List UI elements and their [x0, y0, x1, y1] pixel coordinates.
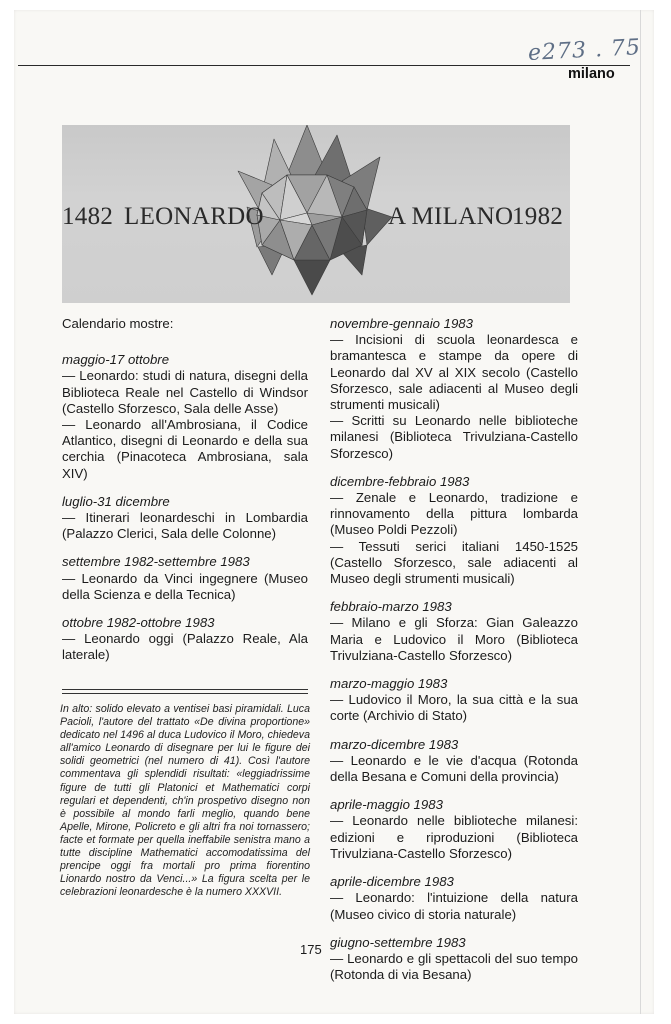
event-item: — Scritti su Leonardo nelle biblioteche milanesi (Biblioteca Trivulziana-Castello Sforzesco)	[330, 413, 578, 461]
event-item: — Leonardo e le vie d'acqua (Rotonda della Besana e Comuni della provincia)	[330, 752, 578, 785]
event-item: — Ludovico il Moro, la sua città e la sua corte (Archivio di Stato)	[330, 692, 578, 724]
event-item: — Leonardo all'Ambrosiana, il Codice Atlantico, disegni di Leonardo e della sua cerchia (Pinacoteca Ambrosiana, sala XIV)	[62, 417, 308, 481]
event-date: aprile-maggio 1983	[330, 797, 443, 813]
section-label: milano	[568, 66, 615, 82]
event-date: novembre-gennaio 1983	[330, 316, 473, 331]
banner-title-right: A MILANO	[388, 203, 514, 230]
handwritten-reference: e273 . 75	[527, 35, 642, 66]
event-block	[330, 599, 578, 664]
event-item: — Zenale e Leonardo, tradizione e rinnovamento della pittura lombarda (Museo Poldi Pezzoli)	[330, 490, 578, 538]
event-date: settembre 1982-settembre 1983	[62, 554, 250, 570]
event-item: — Leonardo da Vinci ingegnere (Museo della Scienza e della Tecnica)	[62, 570, 308, 602]
header-rule	[18, 65, 630, 66]
event-item: — Leonardo: l'intuizione della natura (Museo civico di storia naturale)	[330, 890, 578, 922]
event-item: — Leonardo oggi (Palazzo Reale, Ala laterale)	[62, 631, 308, 663]
banner-title-left: LEONARDO	[124, 203, 264, 230]
event-item: — Incisioni di scuola leonardesca e bramantesca e stampe da opere di Leonardo dal XV al XIX secolo (Castello Sforzesco, sale adiacenti al Museo degli strumenti musicali)	[330, 332, 578, 413]
event-item: — Tessuti serici italiani 1450-1525 (Castello Sforzesco, sale adiacenti al Museo degli strumenti musicali)	[330, 538, 578, 587]
banner-year-end: 1982	[512, 203, 564, 230]
event-item: — Itinerari leonardeschi in Lombardia (Palazzo Clerici, Sala delle Colonne)	[62, 510, 308, 542]
event-item: — Milano e gli Sforza: Gian Galeazzo Maria e Ludovico il Moro (Biblioteca Trivulziana-Castello Sforzesco)	[330, 615, 578, 663]
event-block	[62, 554, 308, 603]
event-date: marzo-dicembre 1983	[330, 736, 459, 752]
caption-rule-bottom	[62, 693, 308, 694]
event-block	[62, 615, 308, 664]
left-column	[62, 316, 308, 676]
event-block	[330, 676, 578, 725]
event-block	[330, 316, 578, 462]
event-date: dicembre-febbraio 1983	[330, 473, 470, 489]
banner-year-start: 1482	[62, 203, 114, 230]
page-edge	[640, 10, 641, 1014]
caption-rule-top	[62, 689, 308, 690]
event-block	[62, 352, 308, 482]
right-event-list	[330, 316, 578, 983]
event-date: ottobre 1982-ottobre 1983	[62, 615, 215, 631]
event-block	[330, 474, 578, 587]
event-item: — Leonardo: studi di natura, disegni della Biblioteca Reale nel Castello di Windsor (Castello Sforzesco, Sala delle Asse)	[62, 368, 308, 416]
page-number: 175	[300, 942, 322, 957]
event-block	[62, 494, 308, 543]
event-item: — Leonardo nelle biblioteche milanesi: edizioni e riproduzioni (Biblioteca Trivulziana-Castello Sforzesco)	[330, 813, 578, 861]
event-block	[330, 935, 578, 984]
left-event-list	[62, 352, 308, 663]
exhibition-banner	[62, 125, 570, 303]
event-date: giugno-settembre 1983	[330, 934, 466, 950]
event-item: — Leonardo e gli spettacoli del suo tempo (Rotonda di via Besana)	[330, 950, 578, 983]
figure-caption: In alto: solido elevato a ventisei basi piramidali. Luca Pacioli, l'autore del trattato «De divina proportione» dedicato nel 1496 al duca Ludovico il Moro, chiedeva all'amico Leonardo di disegnare per lui le figure dei solidi geometrici (nel numero di 41). Così l'autore commentava gli splendidi risultati: «leggiadrissime figure de tutti gli Platonici et Mathematici corpi regulari et dependenti, ch'in prospetivo disegno non è possibile al mondo farli meglio, quando bene Apelle, Mirone, Policreto e gli altri fra noi tornassero; facte et formate per quella ineffabile senistra mano a tutte discipline Mathematici accomodatissima del prencipe oggi fra mortali pro prima fiorentino Lionardo nostro da Venci...» La figura scelta per le celebrazioni leonardesche è la numero XXXVII.	[60, 703, 310, 899]
event-date: aprile-dicembre 1983	[330, 874, 454, 890]
event-block	[330, 874, 578, 923]
event-block	[330, 737, 578, 786]
event-date: luglio-31 dicembre	[62, 493, 170, 509]
event-date: maggio-17 ottobre	[62, 352, 170, 368]
event-block	[330, 797, 578, 862]
right-column	[330, 316, 578, 995]
event-date: marzo-maggio 1983	[330, 676, 448, 692]
event-date: febbraio-marzo 1983	[330, 599, 452, 615]
calendar-intro: Calendario mostre:	[62, 316, 174, 331]
